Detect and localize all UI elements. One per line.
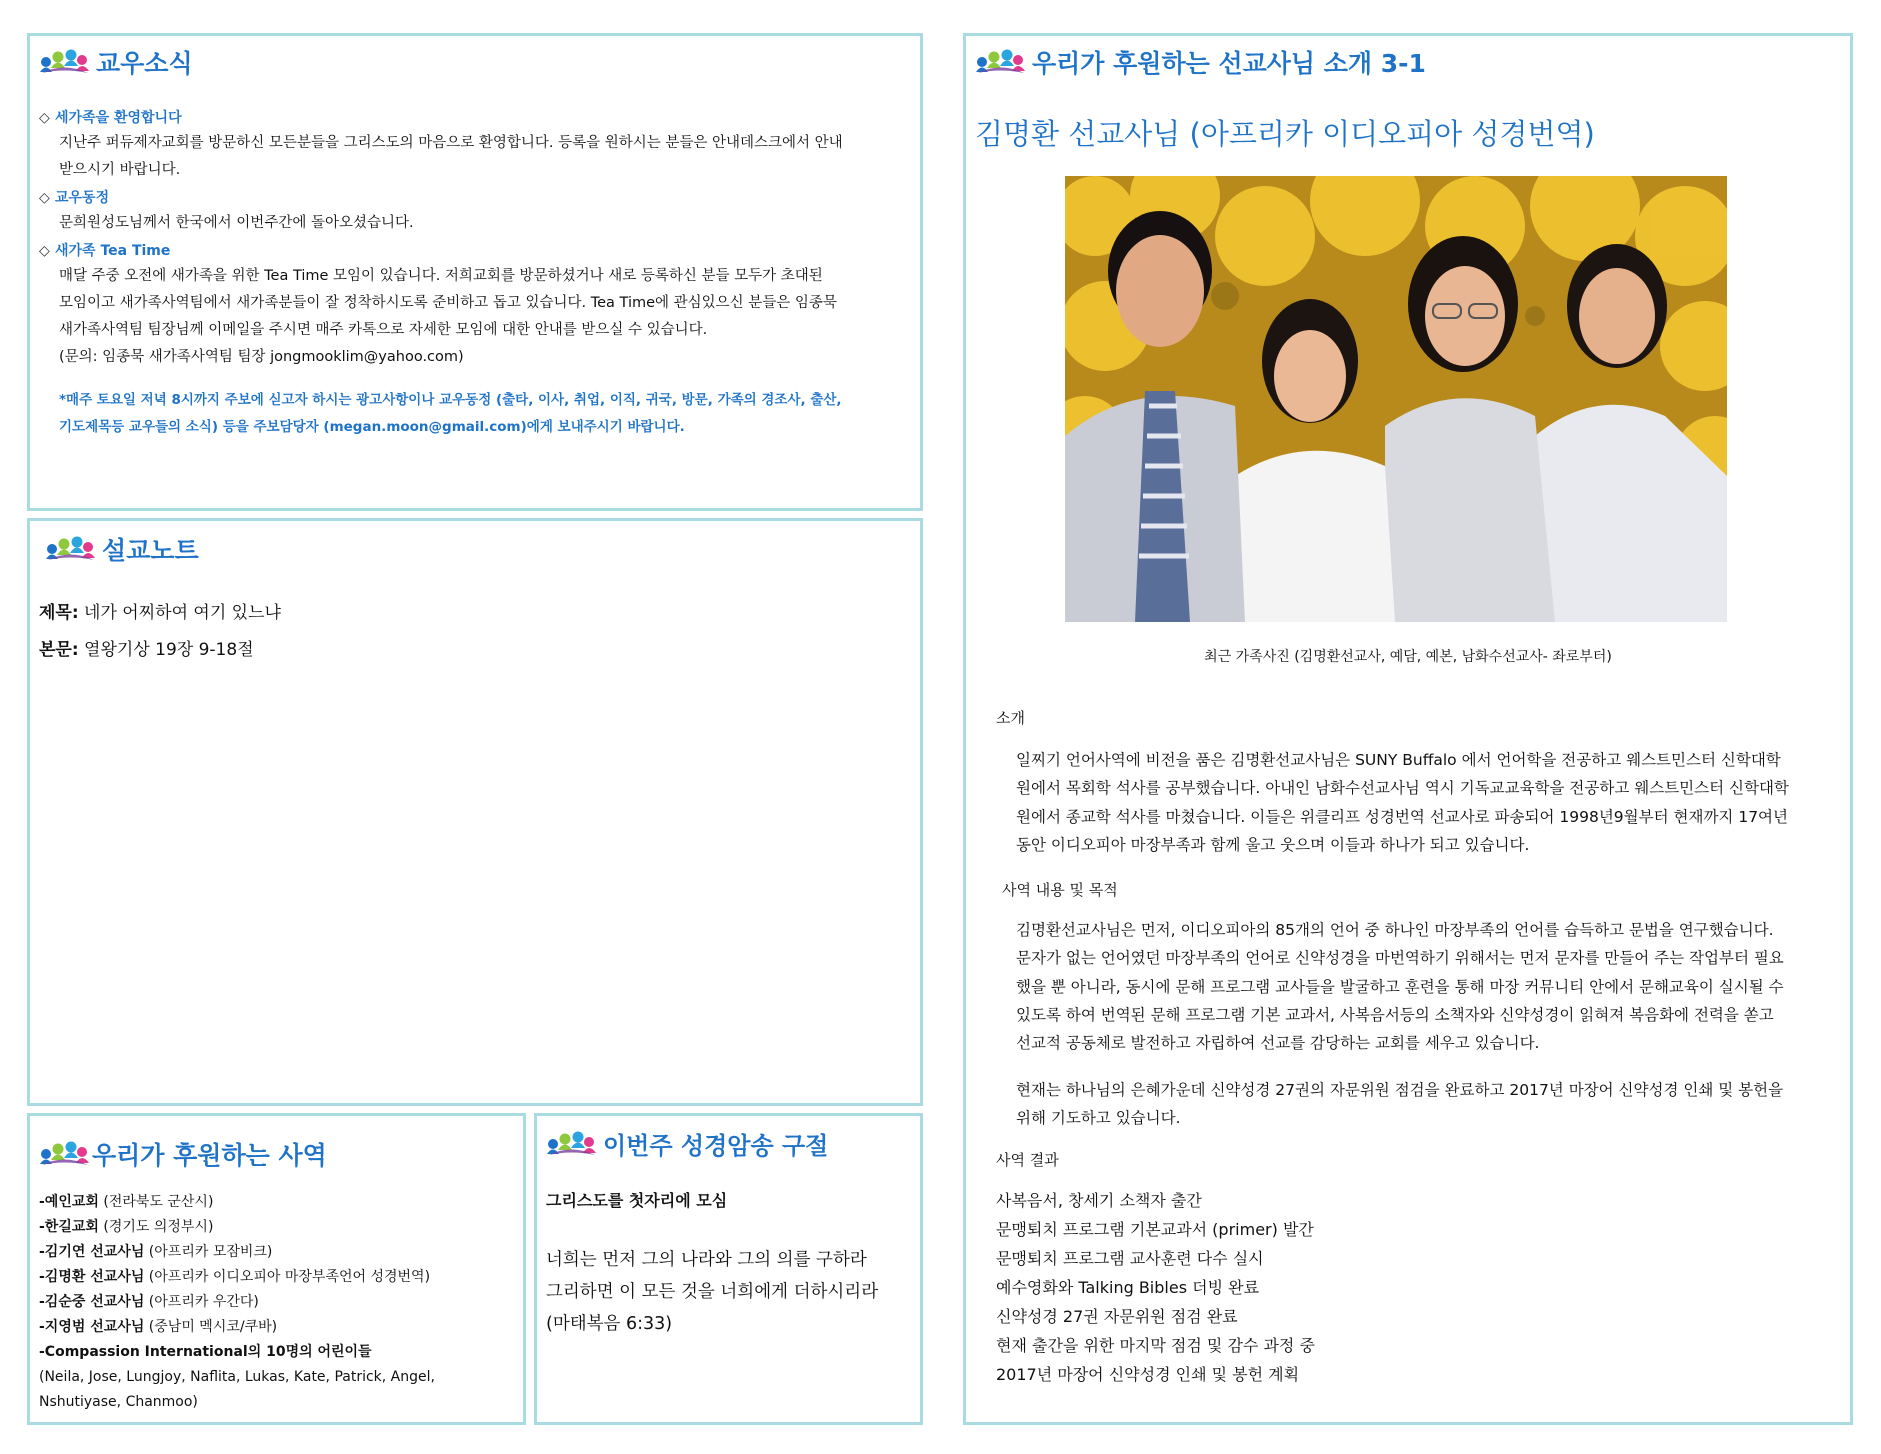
- intro-paragraph: 일찌기 언어사역에 비전을 품은 김명환선교사님은 SUNY Buffalo 에서 언어학을 전공하고 웨스트민스터 신학대학 원에서 목회학 석사를 공부했습니다. 아내인 남화수선교사님 역시 기독교교육학을 전공하고 웨스트민스터 신학대학 원에서 종교학 석사를 마쳤습니다. 이들은 위클리프 성경번역 선교사로 파송되어 1998년9월부터 현재까지 17여년 동안 이디오피아 마장부족과 함께 울고 웃으며 이들과 하나가 되고 있습니다.: [1016, 751, 1789, 854]
- list-item: 사복음서, 창세기 소책자 출간: [996, 1191, 1202, 1210]
- memory-verse-panel: [534, 1113, 923, 1425]
- bulletin-notice: [39, 387, 909, 441]
- memory-verse-theme: 그리스도를 첫자리에 모심: [546, 1191, 728, 1210]
- diamond-bullet-icon: ◇: [39, 190, 50, 206]
- news-item-title: 새가족 Tea Time: [55, 243, 171, 259]
- supported-ministries-title: 우리가 후원하는 사역: [92, 1141, 327, 1170]
- news-item-line: 매달 주중 오전에 새가족을 위한 Tea Time 모임이 있습니다. 저희교회를 방문하셨거나 새로 등록하신 분들 모두가 초대된: [59, 268, 823, 284]
- sermon-subject-label: 제목:: [39, 603, 79, 623]
- list-item: 예수영화와 Talking Bibles 더빙 완료: [996, 1278, 1260, 1297]
- news-item-title: 세가족을 환영합니다: [55, 110, 182, 126]
- people-logo-icon: [545, 1130, 597, 1158]
- current-status-paragraph: 현재는 하나님의 은혜가운데 신약성경 27권의 자문위원 점검을 완료하고 2017년 마장어 신약성경 인쇄 및 봉헌을 위해 기도하고 있습니다.: [1016, 1081, 1784, 1128]
- results-list: [996, 1186, 1315, 1389]
- news-item-line: 지난주 퍼듀제자교회를 방문하신 모든분들을 그리스도의 마음으로 환영합니다. 등록을 원하시는 분들은 안내데스크에서 안내: [59, 135, 843, 151]
- sermon-subject-text: 네가 어찌하여 여기 있느냐: [78, 603, 281, 623]
- news-item-line: 받으시기 바랍니다.: [59, 162, 181, 178]
- list-item: 현재 출간을 위한 마지막 점검 및 감수 과정 중: [996, 1336, 1315, 1355]
- church-news-panel: [27, 33, 923, 511]
- news-item: [39, 186, 909, 237]
- missionary-name: 김명환 선교사님 (아프리카 이디오피아 성경번역): [975, 117, 1595, 151]
- supported-ministries-list: [39, 1190, 519, 1415]
- news-item-title: 교우동정: [55, 190, 110, 206]
- diamond-bullet-icon: ◇: [39, 110, 50, 126]
- news-item-line: 문희원성도님께서 한국에서 이번주간에 돌아오셨습니다.: [59, 215, 414, 231]
- diamond-bullet-icon: ◇: [39, 243, 50, 259]
- list-item: -예인교회 (전라북도 군산시): [39, 1194, 214, 1210]
- church-news-heading: [38, 44, 193, 80]
- memory-verse-heading: [545, 1126, 828, 1161]
- list-item: -김순중 선교사님 (아프리카 우간다): [39, 1294, 259, 1310]
- news-item-line: (문의: 임종묵 새가족사역팀 팀장 jongmooklim@yahoo.com): [59, 349, 464, 365]
- sermon-subject: [39, 595, 281, 632]
- sermon-scripture-label: 본문:: [39, 640, 79, 660]
- missionary-intro-panel: [963, 33, 1853, 1425]
- work-paragraph: 김명환선교사님은 먼저, 이디오피아의 85개의 언어 중 하나인 마장부족의 언어를 습득하고 문법을 연구했습니다. 문자가 없는 언어였던 마장부족의 언어로 신약성경을 마번역하기 위해서는 먼저 문자를 만들어 주는 작업부터 필요 했을 뿐 아니라, 동시에 문해 프로그램 교사들을 발굴하고 훈련을 통해 마장 커뮤니티 안에서 문해교육이 실시될 수 있도록 하여 번역된 문해 프로그램 기본 교과서, 사복음서등의 소책자와 신약성경이 읽혀져 복음화에 전력을 쏟고 선교적 공동체로 발전하고 자립하여 선교를 감당하는 교회를 세우고 있습니다.: [1016, 921, 1784, 1053]
- news-item: [39, 106, 909, 184]
- sermon-note-body: [39, 595, 281, 669]
- memory-verse-text: 너희는 먼저 그의 나라와 그의 의를 구하라 그리하면 이 모든 것을 너희에게 더하시리라 (마태복음 6:33): [546, 1250, 879, 1334]
- news-item: [39, 239, 909, 371]
- supported-ministries-panel: [27, 1113, 526, 1425]
- sermon-note-panel: [27, 518, 923, 1106]
- supported-ministries-heading: [38, 1136, 327, 1172]
- work-section-title: 사역 내용 및 목적: [1002, 881, 1118, 899]
- missionary-intro-heading: [974, 44, 1426, 80]
- results-section-title: 사역 결과: [996, 1151, 1059, 1169]
- list-item: -김명환 선교사님 (아프리카 이디오피아 마장부족언어 성경번역): [39, 1269, 431, 1285]
- people-logo-icon: [38, 48, 90, 76]
- memory-verse-body: [546, 1186, 916, 1340]
- sermon-scripture-text: 열왕기상 19장 9-18절: [78, 640, 254, 660]
- list-item: -Compassion International의 10명의 어린이들: [39, 1344, 372, 1360]
- intro-section-title: 소개: [996, 709, 1025, 727]
- church-news-body: [39, 106, 909, 441]
- people-logo-icon: [44, 535, 96, 563]
- people-logo-icon: [38, 1140, 90, 1168]
- bulletin-notice-line: *매주 토요일 저녁 8시까지 주보에 싣고자 하시는 광고사항이나 교우동정 (출타, 이사, 취업, 이직, 귀국, 방문, 가족의 경조사, 출산,: [59, 392, 842, 408]
- sermon-scripture: [39, 632, 281, 669]
- missionary-intro-title: 우리가 후원하는 선교사님 소개 3-1: [1032, 49, 1426, 78]
- list-item: 신약성경 27권 자문위원 점검 완료: [996, 1307, 1238, 1326]
- people-logo-icon: [974, 48, 1026, 76]
- news-item-line: 모임이고 새가족사역팀에서 새가족분들이 잘 정착하시도록 준비하고 돕고 있습니다. Tea Time에 관심있으신 분들은 임종묵: [59, 295, 837, 311]
- memory-verse-title: 이번주 성경암송 구절: [603, 1132, 829, 1160]
- news-item-line: 새가족사역팀 팀장님께 이메일을 주시면 매주 카톡으로 자세한 모임에 대한 안내를 받으실 수 있습니다.: [59, 322, 708, 338]
- church-news-title: 교우소식: [96, 49, 193, 78]
- sermon-note-heading: [44, 531, 199, 567]
- list-item: 문맹퇴치 프로그램 교사훈련 다수 실시: [996, 1249, 1264, 1268]
- list-item: -한길교회 (경기도 의정부시): [39, 1219, 214, 1235]
- list-item: 2017년 마장어 신약성경 인쇄 및 봉헌 계획: [996, 1365, 1300, 1384]
- sermon-note-title: 설교노트: [102, 536, 199, 565]
- bulletin-notice-line: 기도제목등 교우들의 소식) 등을 주보담당자 (megan.moon@gmail.com)에게 보내주시기 바랍니다.: [59, 419, 685, 435]
- family-photo: [1065, 176, 1727, 622]
- photo-caption: 최근 가족사진 (김명환선교사, 예담, 예본, 남화수선교사- 좌로부터): [1204, 649, 1612, 665]
- list-item: -김기연 선교사님 (아프리카 모잠비크): [39, 1244, 273, 1260]
- list-item: 문맹퇴치 프로그램 기본교과서 (primer) 발간: [996, 1220, 1314, 1239]
- list-item: -지영범 선교사님 (중남미 멕시코/쿠바): [39, 1319, 278, 1335]
- children-names: (Neila, Jose, Lungjoy, Naflita, Lukas, Kate, Patrick, Angel, Nshutiyase, Chanmoo): [39, 1369, 435, 1410]
